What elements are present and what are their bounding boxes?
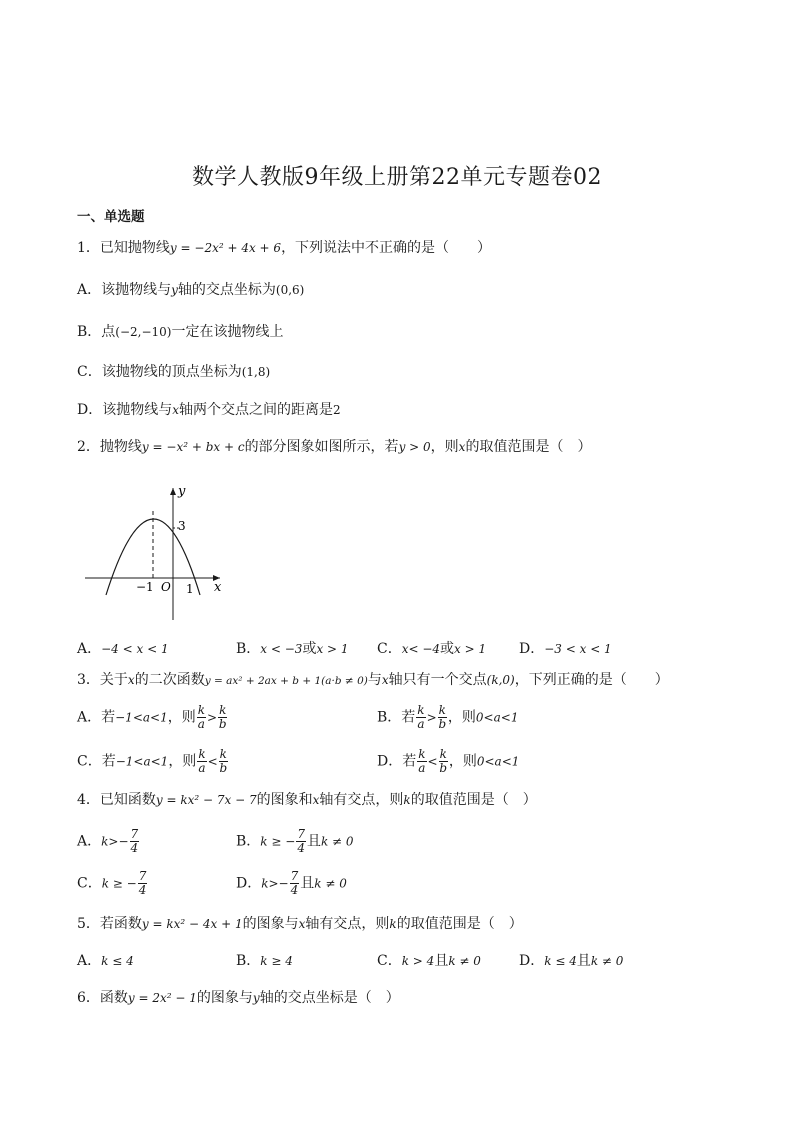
question-5-option-b xyxy=(236,951,293,971)
q5-opt-a-label: A． xyxy=(77,953,102,969)
q3-opt-a-cond: −1<a<1 xyxy=(115,710,168,725)
q2-opt-b-value1: x < −3 xyxy=(260,642,303,656)
question-4-stem xyxy=(77,790,537,810)
fraction-k-over-b xyxy=(218,704,227,731)
question-5-stem xyxy=(77,914,523,934)
label-one: 1 xyxy=(186,582,194,596)
q5-stem-post: 的取值范围是（ ） xyxy=(396,916,523,932)
q3-point: (k,0) xyxy=(486,673,515,687)
q1-stem-post: ，下列说法中不正确的是（ ） xyxy=(281,240,492,256)
question-3-stem xyxy=(77,670,669,691)
fraction-seven-quarters xyxy=(138,870,148,897)
q2-formula: y = −x² + bx + c xyxy=(141,440,245,454)
q4-stem-post: 的取值范围是（ ） xyxy=(410,792,537,808)
q4-opt-a-rel: k>− xyxy=(101,834,129,849)
question-1-option-d xyxy=(77,400,341,420)
frac-den: b xyxy=(219,761,228,775)
q5-stem-mid: 的图象与 xyxy=(242,916,299,932)
q1-opt-d-text2: 轴两个交点之间的距离是 xyxy=(179,402,334,418)
q1-formula: y = −2x² + 4x + 6 xyxy=(169,241,282,255)
frac-num: k xyxy=(198,747,206,761)
q2-opt-b-label: B． xyxy=(236,641,261,657)
frac-num: k xyxy=(439,747,447,761)
q4-formula: y = kx² − 7x − 7 xyxy=(155,793,257,807)
q3-opt-d-then: ，则 xyxy=(448,753,477,770)
frac-den: b xyxy=(439,761,448,775)
question-2-option-c xyxy=(377,639,486,659)
q1-opt-a-text: A．该抛物线与 xyxy=(77,282,172,298)
q4-opt-a-pre: A． xyxy=(77,833,102,850)
question-4-option-c xyxy=(77,870,148,897)
q5-opt-c-and: 且 xyxy=(434,953,449,969)
frac-den: 4 xyxy=(138,883,147,897)
q5-opt-c-label: C． xyxy=(377,953,402,969)
q5-opt-b-value: k ≥ 4 xyxy=(260,954,293,968)
fraction-k-over-b xyxy=(219,748,228,775)
q6-stem-mid: 的图象与 xyxy=(196,990,253,1006)
x-axis-label: x xyxy=(214,580,222,595)
question-5-option-a xyxy=(77,951,134,971)
q3-opt-d-cmp: < xyxy=(427,754,438,769)
y-axis-arrow xyxy=(170,488,176,495)
question-1-stem xyxy=(77,238,491,258)
fraction-k-over-a xyxy=(197,748,206,775)
frac-num: k xyxy=(197,703,205,717)
q5-opt-b-label: B． xyxy=(236,953,261,969)
q3-opt-c-cmp: < xyxy=(207,754,218,769)
frac-num: 7 xyxy=(138,869,147,883)
q1-opt-c-text: C．该抛物线的顶点坐标为 xyxy=(77,364,242,380)
q2-opt-c-or: 或 xyxy=(440,641,455,657)
q3-stem-mid2: 与 xyxy=(367,672,382,688)
frac-den: a xyxy=(198,761,206,775)
q1-opt-c-value: (1,8) xyxy=(241,365,271,379)
q2-stem-mid: 的部分图象如图所示，若 xyxy=(244,439,399,455)
q4-opt-b-pre: B． xyxy=(236,833,261,850)
question-3-option-b xyxy=(377,704,518,731)
q1-opt-b-value: (−2,−10) xyxy=(115,325,172,339)
page-title: 数学人教版9年级上册第22单元专题卷02 xyxy=(192,165,602,190)
question-5-option-d xyxy=(519,951,623,971)
fraction-k-over-b xyxy=(439,748,448,775)
y-axis-label: y xyxy=(178,484,186,499)
question-5-option-c xyxy=(377,951,481,971)
q1-opt-a-value: (0,6) xyxy=(275,283,305,297)
q5-opt-a-value: k ≤ 4 xyxy=(101,954,134,968)
q2-condition: y > 0 xyxy=(398,440,431,454)
q3-opt-a-then: ，则 xyxy=(167,709,196,726)
q2-opt-d-label: D． xyxy=(519,641,545,657)
q5-opt-d-and: 且 xyxy=(576,953,591,969)
q2-stem-pre: 2．抛物线 xyxy=(77,439,142,455)
q4-var2: k xyxy=(403,793,411,807)
q5-stem-pre: 5．若函数 xyxy=(77,916,142,932)
q4-opt-d-rel: k>− xyxy=(261,876,289,891)
q4-opt-b-and: 且 xyxy=(306,833,321,850)
q2-opt-c-value1: x< −4 xyxy=(401,642,441,656)
q1-opt-a-var: y xyxy=(171,283,178,297)
q3-opt-d-cond: 0<a<1 xyxy=(476,754,520,769)
question-2-stem xyxy=(77,437,591,457)
q5-formula: y = kx² − 4x + 1 xyxy=(141,917,243,931)
fraction-k-over-b xyxy=(438,704,447,731)
q3-opt-b-cmp: > xyxy=(426,710,437,725)
q4-opt-c-rel: k ≥ − xyxy=(101,876,137,891)
q1-opt-d-text: D．该抛物线与 xyxy=(77,402,173,418)
q3-opt-a-pre: A．若 xyxy=(77,709,116,726)
section-heading: 一、单选题 xyxy=(77,209,145,225)
question-3-option-c xyxy=(77,748,229,775)
frac-den: a xyxy=(417,717,425,731)
q6-formula: y = 2x² − 1 xyxy=(127,991,197,1005)
q1-opt-d-var: x xyxy=(172,403,180,417)
q4-stem-mid2: 轴有交点，则 xyxy=(319,792,404,808)
question-1-option-c xyxy=(77,362,270,382)
q5-var: x xyxy=(298,917,306,931)
frac-den: 4 xyxy=(290,883,299,897)
q3-opt-c-cond: −1<a<1 xyxy=(115,754,169,769)
q3-opt-b-cond: 0<a<1 xyxy=(475,710,519,725)
frac-den: b xyxy=(218,717,227,731)
q2-opt-a-label: A． xyxy=(77,641,102,657)
question-6-stem xyxy=(77,988,400,1008)
q3-opt-c-then: ，则 xyxy=(168,753,197,770)
q4-opt-d-ne: k ≠ 0 xyxy=(314,876,347,891)
question-2-option-b xyxy=(236,639,349,659)
q2-opt-b-value2: x > 1 xyxy=(316,642,349,656)
question-2-option-d xyxy=(519,639,612,659)
fraction-k-over-a xyxy=(416,704,425,731)
q1-opt-d-value: 2 xyxy=(333,403,341,417)
q6-var: y xyxy=(252,991,260,1005)
label-neg-one: −1 xyxy=(136,580,154,594)
q2-stem-mid2: ，则 xyxy=(430,439,459,455)
q4-opt-d-pre: D． xyxy=(236,875,262,892)
frac-num: 7 xyxy=(297,827,305,841)
fraction-k-over-a xyxy=(417,748,426,775)
q6-stem-pre: 6．函数 xyxy=(77,990,128,1006)
question-1-option-a xyxy=(77,280,304,300)
q3-opt-a-cmp: > xyxy=(207,710,218,725)
frac-den: a xyxy=(418,761,426,775)
frac-num: 7 xyxy=(290,869,299,883)
frac-num: k xyxy=(219,703,227,717)
frac-num: k xyxy=(418,747,426,761)
frac-num: k xyxy=(219,747,227,761)
q2-opt-c-label: C． xyxy=(377,641,402,657)
q2-var: x xyxy=(458,440,466,454)
frac-den: 4 xyxy=(297,841,305,855)
fraction-seven-quarters xyxy=(296,828,306,855)
q3-stem-mid3: 轴只有一个交点 xyxy=(388,672,487,688)
q3-var: x xyxy=(127,673,135,687)
q5-stem-mid2: 轴有交点，则 xyxy=(305,916,390,932)
q5-opt-d-value2: k ≠ 0 xyxy=(590,954,624,968)
q3-var2: x xyxy=(381,673,389,687)
frac-num: k xyxy=(438,703,446,717)
q4-opt-c-pre: C． xyxy=(77,875,102,892)
q4-stem-pre: 4．已知函数 xyxy=(77,792,156,808)
frac-den: a xyxy=(197,717,205,731)
q1-opt-a-text2: 轴的交点坐标为 xyxy=(177,282,276,298)
q4-opt-b-ne: k ≠ 0 xyxy=(320,834,354,849)
q5-opt-c-value2: k ≠ 0 xyxy=(448,954,481,968)
label-three: 3 xyxy=(178,519,186,533)
fraction-seven-quarters xyxy=(130,828,140,855)
q4-var: x xyxy=(312,793,320,807)
q2-stem-post: 的取值范围是（ ） xyxy=(465,439,592,455)
q5-opt-c-value1: k > 4 xyxy=(401,954,435,968)
q3-opt-d-pre: D．若 xyxy=(377,753,417,770)
q1-stem-pre: 1．已知抛物线 xyxy=(77,240,170,256)
q3-opt-b-then: ，则 xyxy=(447,709,476,726)
q3-opt-c-pre: C．若 xyxy=(77,753,116,770)
q1-opt-b-text2: 一定在该抛物线上 xyxy=(171,324,284,340)
q2-opt-b-or: 或 xyxy=(302,641,317,657)
frac-num: k xyxy=(417,703,425,717)
question-4-option-a xyxy=(77,828,140,855)
q2-opt-a-value: −4 < x < 1 xyxy=(101,642,169,656)
q3-stem-pre: 3．关于 xyxy=(77,672,128,688)
q1-opt-b-text: B．点 xyxy=(77,324,116,340)
question-3-option-a xyxy=(77,704,228,731)
q6-stem-post: 轴的交点坐标是（ ） xyxy=(259,990,400,1006)
question-2-option-a xyxy=(77,639,169,659)
q4-opt-d-and: 且 xyxy=(300,875,315,892)
q4-opt-b-rel: k ≥ − xyxy=(260,834,296,849)
q4-stem-mid: 的图象和 xyxy=(256,792,313,808)
q5-opt-d-label: D． xyxy=(519,953,545,969)
q3-stem-post: ，下列正确的是（ ） xyxy=(514,672,669,688)
q2-opt-c-value2: x > 1 xyxy=(454,642,487,656)
question-3-option-d xyxy=(377,748,519,775)
question-4-option-b xyxy=(236,828,354,855)
question-4-option-d xyxy=(236,870,347,897)
q3-formula: y = ax² + 2ax + b + 1(a·b ≠ 0) xyxy=(204,675,368,687)
q3-stem-mid: 的二次函数 xyxy=(134,672,205,688)
frac-num: 7 xyxy=(130,827,139,841)
frac-den: 4 xyxy=(130,841,139,855)
parabola-graph xyxy=(80,483,230,623)
parabola-figure xyxy=(80,483,230,623)
fraction-k-over-a xyxy=(197,704,206,731)
q2-opt-d-value: −3 < x < 1 xyxy=(544,642,612,656)
q5-opt-d-value1: k ≤ 4 xyxy=(544,954,577,968)
label-origin: O xyxy=(161,580,171,594)
fraction-seven-quarters xyxy=(290,870,300,897)
frac-den: b xyxy=(438,717,447,731)
q5-var2: k xyxy=(389,917,397,931)
q3-opt-b-pre: B．若 xyxy=(377,709,416,726)
question-1-option-b xyxy=(77,322,284,342)
